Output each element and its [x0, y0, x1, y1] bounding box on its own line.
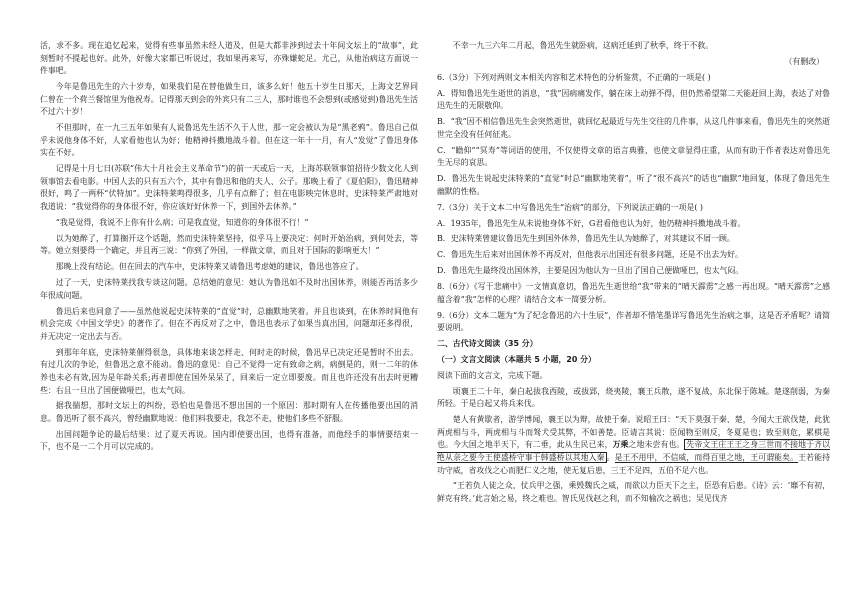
question-6: 6.（3分）下列对两则文本相关内容和艺术特色的分析鉴赏，不正确的一项是( )	[437, 72, 711, 82]
body-paragraph: 到那年年底，史沫特莱催得很急，具体地来谈怎样走、何时走的时候，鲁迅早已决定还是暂时不出去。有过几次的争论，但鲁迅之意不能动。鲁迅的意见：自己不觉得一定有致命之病，病倒是的，则一二年的休养也未必有效,因为是年龄关系;再者即使在国外呆呆了，回来后一定立即要废。而且也许还没有出去时更糟些：右且一旦出了国便做哑巴，也太气闷。	[40, 347, 418, 395]
section-subheading: （一）文言文阅读（本题共 5 小题，20 分）	[437, 354, 596, 364]
section-heading: 二、古代诗文阅读（35 分）	[437, 339, 538, 349]
question-7-option-b: B．史沫特莱曾建议鲁迅先生到国外休养，鲁迅先生认为她醉了，对其建议不屑一顾。	[437, 234, 735, 244]
classical-paragraph: “王若负人徒之众，仗兵甲之强，乘毁魏氏之威，而欲以力臣天下之主，臣恐有后患。《诗》云：‘靡不有初，鲜克有终。’此言始之易，终之难也。智氏见伐赵之利，而不知榆次之祸也；吴见伐齐	[437, 481, 830, 504]
question-6-option-a: A．得知鲁迅先生逝世的消息，“我”因病痛发作，躺在床上动弹不得，但仍然希望第二天能赶回上海，表达了对鲁迅先生的无限敬仰。	[437, 88, 830, 111]
source-note: （有删改）	[784, 56, 824, 66]
body-paragraph: “我是觉得，我说不上你有什么病；可是我直觉，知道你的身体很不行！”	[55, 217, 309, 227]
classical-text: 王若能持功守威，省攻伐之心而肥仁义之地，使无复后患，三王不足四，五伯不足六也。	[437, 452, 830, 475]
body-paragraph: 据我揣想，那时文坛上的纠纷，恐怕也是鲁迅不想出国的一个原因：那时期有人在传播他要出国的消息。鲁迅听了很不高兴，曾经幽默地说：他们料我要走，我怎不走，使他们多些不舒服。	[40, 401, 418, 423]
question-9: 9.（6分）文本二题为“为了纪念鲁迅的六十生辰”，作者却不惜笔墨详写鲁迅先生治病之事，这是否矛盾呢？请简要说明。	[437, 310, 830, 333]
classical-bold-term: 万乘	[612, 440, 629, 450]
left-column	[40, 40, 418, 457]
body-paragraph: 出国问题争论的最后结果：过了夏天再说。国内即使要出国，也得有准备，而他经手的事情要结束一下，也不是一二个月可以完成的。	[40, 429, 418, 452]
question-8: 8.（6分）《写于悲痛中》一文情真意切，鲁迅先生逝世给“我”带来的“晴天霹雳”之感一再出现。“晴天霹雳”之感蕴含着“我”怎样的心理？请结合文本一简要分析。	[437, 282, 830, 304]
classical-paragraph	[437, 414, 830, 477]
body-paragraph: 活，求不多。现在追忆起来，觉得有些事虽然未经人道及，但是大都非涉到过去十年间文坛上的“故事”，此刻暂时不提起也好。此外，好像大家都已听说过，我如果再来写，亦殊嫌蛇足。尤己，从他治病这方面说一件事吧。	[40, 41, 418, 76]
classical-text: 楚人有黄歇者，游学博闻，襄王以为辩，故使于秦。说昭王曰：“天下莫强于秦、楚，今闻大王欲伐楚，此犹两虎相与斗，两虎相与斗而驽犬受其弊，不如善楚。臣请言其说：臣闻物至则反，冬夏是也；致至则危，累棋是也。今大国之地半天下，有二垂，此从生民已来，	[437, 415, 830, 450]
underlined-sentence: 是王不用甲，不信威，而得百里之地，王可谓能矣。	[614, 452, 799, 462]
body-paragraph: 今年是鲁迅先生的六十岁寿，如果我们是在替他做生日，该多么好！他五十岁生日那天，上海文艺界同仁曾在一个荷兰餐馆里为他祝寿。记得那天到会的外宾只有二三人，那时谁也不会想到(或感觉到)鲁迅先生活不过六十岁！	[40, 82, 418, 117]
question-6-option-b: B．“我”因不相信鲁迅先生会突然逝世，就回忆起最近与先生交往的几件事，从这几件事来看，鲁迅先生的突然逝世完全没有任何征兆。	[437, 117, 830, 139]
classical-paragraph: 顷襄王二十年，秦白起拔我西陵，或拔郢，烧夷陵，襄王兵散，遂不复战，东北保于陈城。楚遂削弱，为秦所轻。于是白起又将兵来伐。	[437, 386, 830, 409]
body-paragraph: 记得是十月七日(苏联“伟大十月社会主义革命节”)的前一天或后一天，上海苏联领事馆招待少数文化人到领事馆去看电影。中国人去的只有五六个，其中有鲁迅和他的夫人、公子。那晚上看了《夏伯阳》，鲁迅精神很好，鸣了一两杯“伏特加”。史沫特莱鸣得很多，几乎有点醉了；但在电影映完休息时，史沫特莱严肃地对我道说：“我觉得你的身体很不好，你应该好好休养一下，到国外去休养。”	[40, 164, 418, 212]
body-paragraph: 不但那时，在一九三五年如果有人说鲁迅先生活不久于人世，那一定会被认为是“黑老鸦”。鲁迅自己似乎未说他身体不好，人家看他也认为好；他精神抖擞地战斗着。但在这一年十一月，有人“发觉”了鲁迅身体实在不好。	[40, 123, 418, 158]
body-paragraph: 过了一天，史沫特莱找我专谈这问题。总结她的意见：她认为鲁迅如不及时出国休养，则能否再活多少年很成问题。	[40, 278, 418, 300]
body-paragraph: 那晚上没有结论。但在回去的汽车中，史沫特莱又请鲁迅考虑她的建议，鲁迅也答应了。	[55, 262, 364, 272]
question-7-option-a: A．1935年，鲁迅先生从未说他身体不好，G君看他也认为好，他仍精神抖擞地战斗着。	[437, 218, 746, 228]
question-7-option-d: D．鲁迅先生最终没出国休养，主要是因为他认为一旦出了国自己便做哑巴，也太气闷。	[437, 266, 744, 276]
question-6-option-d: D．鲁迅先生说起史沫特莱的“直觉”时总“幽默地笑着”，听了“很不高兴”的话也“幽默”地回复，体现了鲁迅先生幽默的性格。	[437, 174, 830, 196]
classical-text: 。	[606, 452, 615, 462]
question-7: 7.（3分）关于文本二中写鲁迅先生“治病”的部分，下列说法正确的一项是( )	[437, 202, 704, 212]
question-7-option-c: C．鲁迅先生后来对出国休养不再反对，但他表示出国还有很多问题，还是不出去为好。	[437, 250, 743, 260]
body-paragraph: 不幸一九三六年二月起，鲁迅先生就卧病，这病迁延到了秋季，终于不救。	[452, 41, 714, 50]
section-intro: 阅读下面的文言文，完成下题。	[437, 370, 548, 380]
body-paragraph: 以为她醉了，打算搁开这个话题，然而史沫特莱坚持，似乎马上要决定：何时开始治病，到何处去，等等。她立刻要得一个确定，并且再三说：“你到了外国，一样做文章，而且对于国际的影响更大！”	[40, 233, 418, 256]
question-6-option-c: C．“瞻仰”“冥寿”等词语的使用，不仅使得文章的语言典雅，也使文章显得庄重，从而有助于作者表达对鲁迅先生无尽的哀思。	[437, 145, 830, 168]
right-column	[437, 40, 830, 509]
body-paragraph: 鲁迅后来也同意了——虽然他说起史沫特莱的“直觉”时，总幽默地笑着。并且也谈到，在休养时间他有机会完成《中国文学史》的著作了。但在不再反对了之中，鲁迅也表示了如果当真出国，问题却还多得很，并无决定一定出去与否。	[40, 306, 418, 341]
punctuation-box: 先帝文王庄王王之身三世而不接地于齐以绝从亲之要今王使盛桥守事于韩盛桥以其地入秦	[437, 440, 830, 462]
classical-text: 之地未尝有也。	[628, 440, 685, 450]
